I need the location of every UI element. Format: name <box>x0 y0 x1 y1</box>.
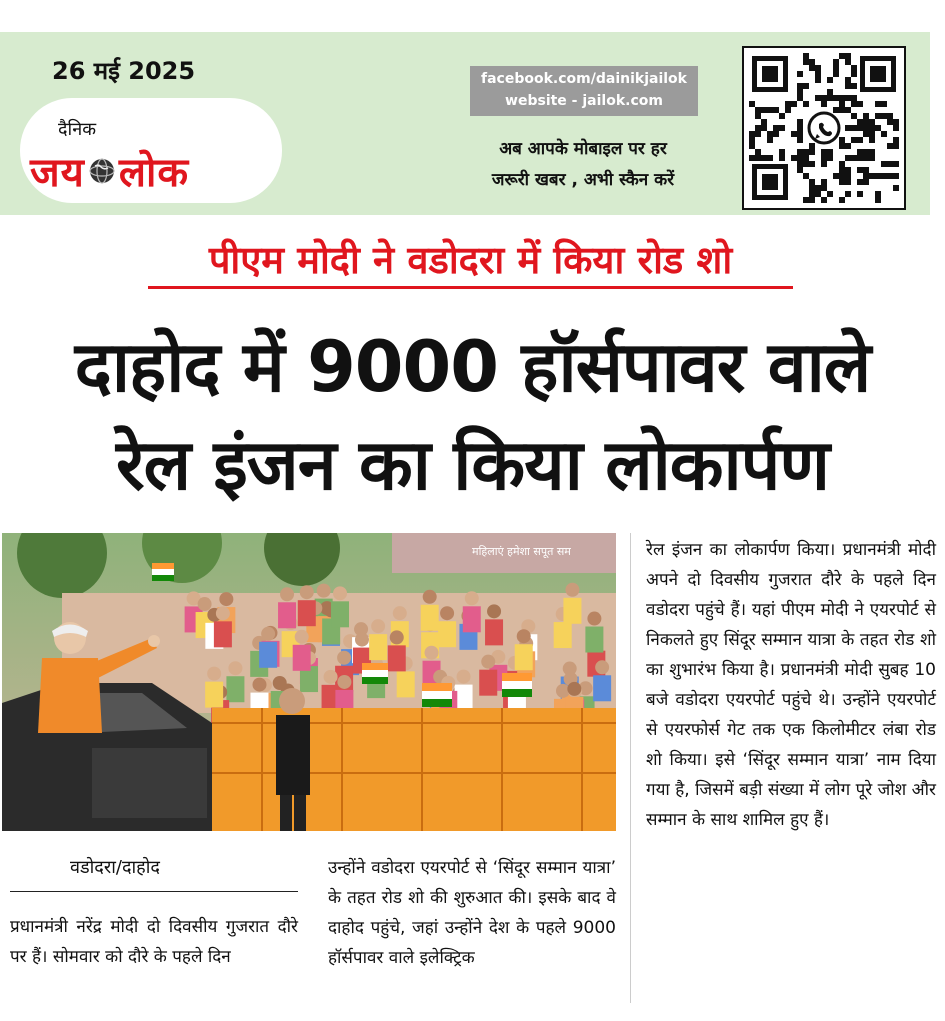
headline-line-2: रेल इंजन का किया लोकार्पण <box>115 424 830 506</box>
column-divider <box>630 533 631 1003</box>
social-links-box <box>470 66 698 116</box>
issue-date: 26 मई 2025 <box>52 57 196 85</box>
logo <box>30 143 189 198</box>
website-link[interactable]: website - jailok.com <box>505 93 663 109</box>
article-column-3: रेल इंजन का लोकार्पण किया। प्रधानमंत्री मोदी अपने दो दिवसीय गुजरात दौरे के पहले दिन वडोदरा पहुंचे हैं। यहां पीएम मोदी ने एयरपोर्ट से निकलते हुए सिंदूर सम्मान यात्रा के तहत रोड शो का शुभारंभ किया है। प्रधानमंत्री मोदी सुबह 10 बजे वडोदरा एयरपोर्ट पहुंचे थे। उन्होंने एयरपोर्ट से एयरफोर्स गेट तक एक किलोमीटर लंबा रोड शो किया। इसे ‘सिंदूर सम्मान यात्रा’ नाम दिया गया है, जिसमें बड़ी संख्या में लोग पूरे जोश और सम्मान के साथ शामिल हुए हैं। <box>646 540 936 830</box>
globe-icon <box>89 158 115 184</box>
logo-right-text: लोक <box>118 150 190 196</box>
dateline-rule <box>10 891 298 892</box>
qr-code-whatsapp-icon[interactable] <box>742 46 906 210</box>
article-headline <box>0 318 945 514</box>
logo-small-text: दैनिक <box>58 119 97 140</box>
qr-pattern <box>744 48 904 208</box>
scan-prompt <box>452 134 714 196</box>
news-photo <box>2 533 616 831</box>
logo-left-text: जय <box>30 150 85 196</box>
photo-banner-text: महिलाएं हमेशा सपूत सम <box>472 545 571 558</box>
scan-prompt-line1: अब आपके मोबाइल पर हर <box>499 139 667 159</box>
article-column-2: उन्होंने वडोदरा एयरपोर्ट से ‘सिंदूर सम्मान यात्रा’ के तहत रोड शो की शुरुआत की। इसके बाद वे दाहोद पहुंचे, जहां उन्होंने देश के पहले 9000 हॉर्सपावर वाले इलेक्ट्रिक <box>328 858 616 968</box>
article-kicker: पीएम मोदी ने वडोदरा में किया रोड शो <box>148 234 793 289</box>
scan-prompt-line2: जरूरी खबर , अभी स्कैन करें <box>491 170 675 190</box>
headline-line-1: दाहोद में 9000 हॉर्सपावर वाले <box>74 326 871 408</box>
facebook-link[interactable]: facebook.com/dainikjailok <box>481 71 687 87</box>
article-column-1: प्रधानमंत्री नरेंद्र मोदी दो दिवसीय गुजरात दौरे पर हैं। सोमवार को दौरे के पहले दिन <box>10 917 298 967</box>
roadshow-photo-illustration <box>2 533 616 831</box>
dateline: वडोदरा/दाहोद <box>70 857 160 878</box>
